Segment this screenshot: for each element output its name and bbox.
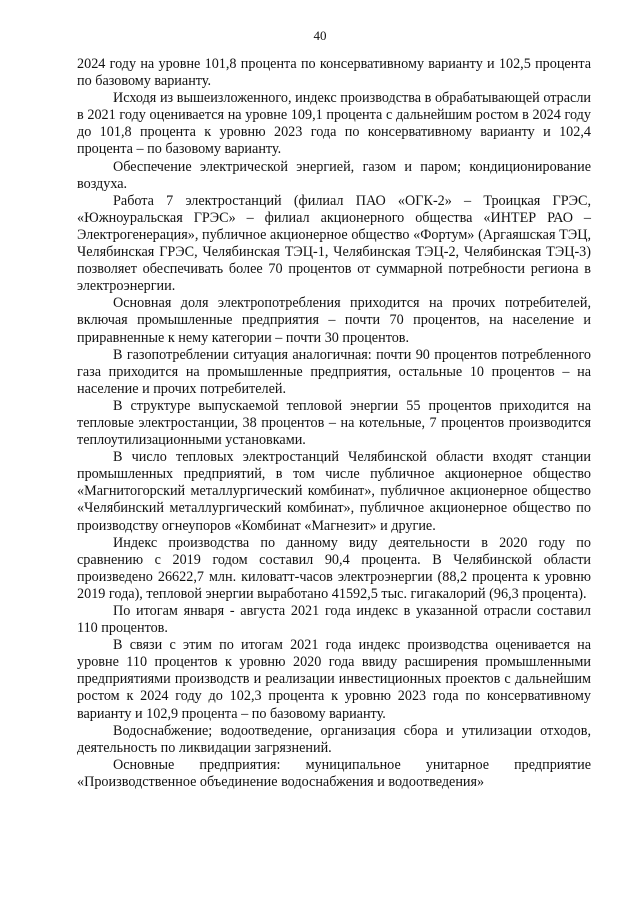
- paragraph: В связи с этим по итогам 2021 года индекс производства оценивается на уровне 110 процентов к уровню 2020 года ввиду расширения промышленными предприятиями производств и реализации инвестиционных проектов с дальнейшим ростом к 2024 году до 102,3 процента к уровню 2023 года по консервативному варианту и 102,9 процента – по базовому варианту.: [77, 637, 591, 722]
- section-heading: Обеспечение электрической энергией, газом и паром; кондиционирование воздуха.: [77, 158, 591, 192]
- paragraph: В газопотреблении ситуация аналогичная: почти 90 процентов потребленного газа приходится на промышленные предприятия, остальные 10 процентов – на население и прочих потребителей.: [77, 346, 591, 397]
- paragraph: Основная доля электропотребления приходится на прочих потребителей, включая промышленные предприятия – почти 70 процентов, на население и приравненные к нему категории – почти 30 процентов.: [77, 295, 591, 346]
- paragraph: Индекс производства по данному виду деятельности в 2020 году по сравнению с 2019 годом составил 90,4 процента. В Челябинской области произведено 26622,7 млн. киловатт-часов электроэнергии (88,2 процента к уровню 2019 года), тепловой энергии выработано 41592,5 тыс. гигакалорий (96,3 процента).: [77, 534, 591, 602]
- document-body: [77, 56, 591, 791]
- page-number: 40: [313, 28, 327, 43]
- paragraph: В число тепловых электростанций Челябинской области входят станции промышленных предприятий, в том числе публичное акционерное общество «Магнитогорский металлургический комбинат», публичное акционерное общество «Челябинский металлургический комбинат», публичное акционерное общество по производству огнеупоров «Комбинат «Магнезит» и другие.: [77, 449, 591, 534]
- paragraph: Исходя из вышеизложенного, индекс производства в обрабатывающей отрасли в 2021 году оценивается на уровне 109,1 процента с дальнейшим ростом в 2024 году до 101,8 процента к уровню 2023 года по консервативному варианту и 102,4 процента – по базовому варианту.: [77, 90, 591, 158]
- paragraph: 2024 году на уровне 101,8 процента по консервативному варианту и 102,5 процента по базовому варианту.: [77, 56, 591, 90]
- paragraph: Основные предприятия: муниципальное унитарное предприятие «Производственное объединение водоснабжения и водоотведения»: [77, 756, 591, 790]
- paragraph: По итогам января - августа 2021 года индекс в указанной отрасли составил 110 процентов.: [77, 603, 591, 637]
- paragraph: В структуре выпускаемой тепловой энергии 55 процентов приходится на тепловые электростанции, 38 процентов – на котельные, 7 процентов производится теплоутилизационными установками.: [77, 397, 591, 449]
- section-heading: Водоснабжение; водоотведение, организация сбора и утилизации отходов, деятельность по ликвидации загрязнений.: [77, 722, 591, 756]
- paragraph: Работа 7 электростанций (филиал ПАО «ОГК-2» – Троицкая ГРЭС, «Южноуральская ГРЭС» – филиал акционерного общества «ИНТЕР РАО – Электрогенерация», публичное акционерное общество «Фортум» (Аргаяшская ТЭЦ, Челябинская ГРЭС, Челябинская ТЭЦ-1, Челябинская ТЭЦ-2, Челябинская ТЭЦ-3) позволяет обеспечивать более 70 процентов от суммарной потребности региона в электроэнергии.: [77, 192, 591, 295]
